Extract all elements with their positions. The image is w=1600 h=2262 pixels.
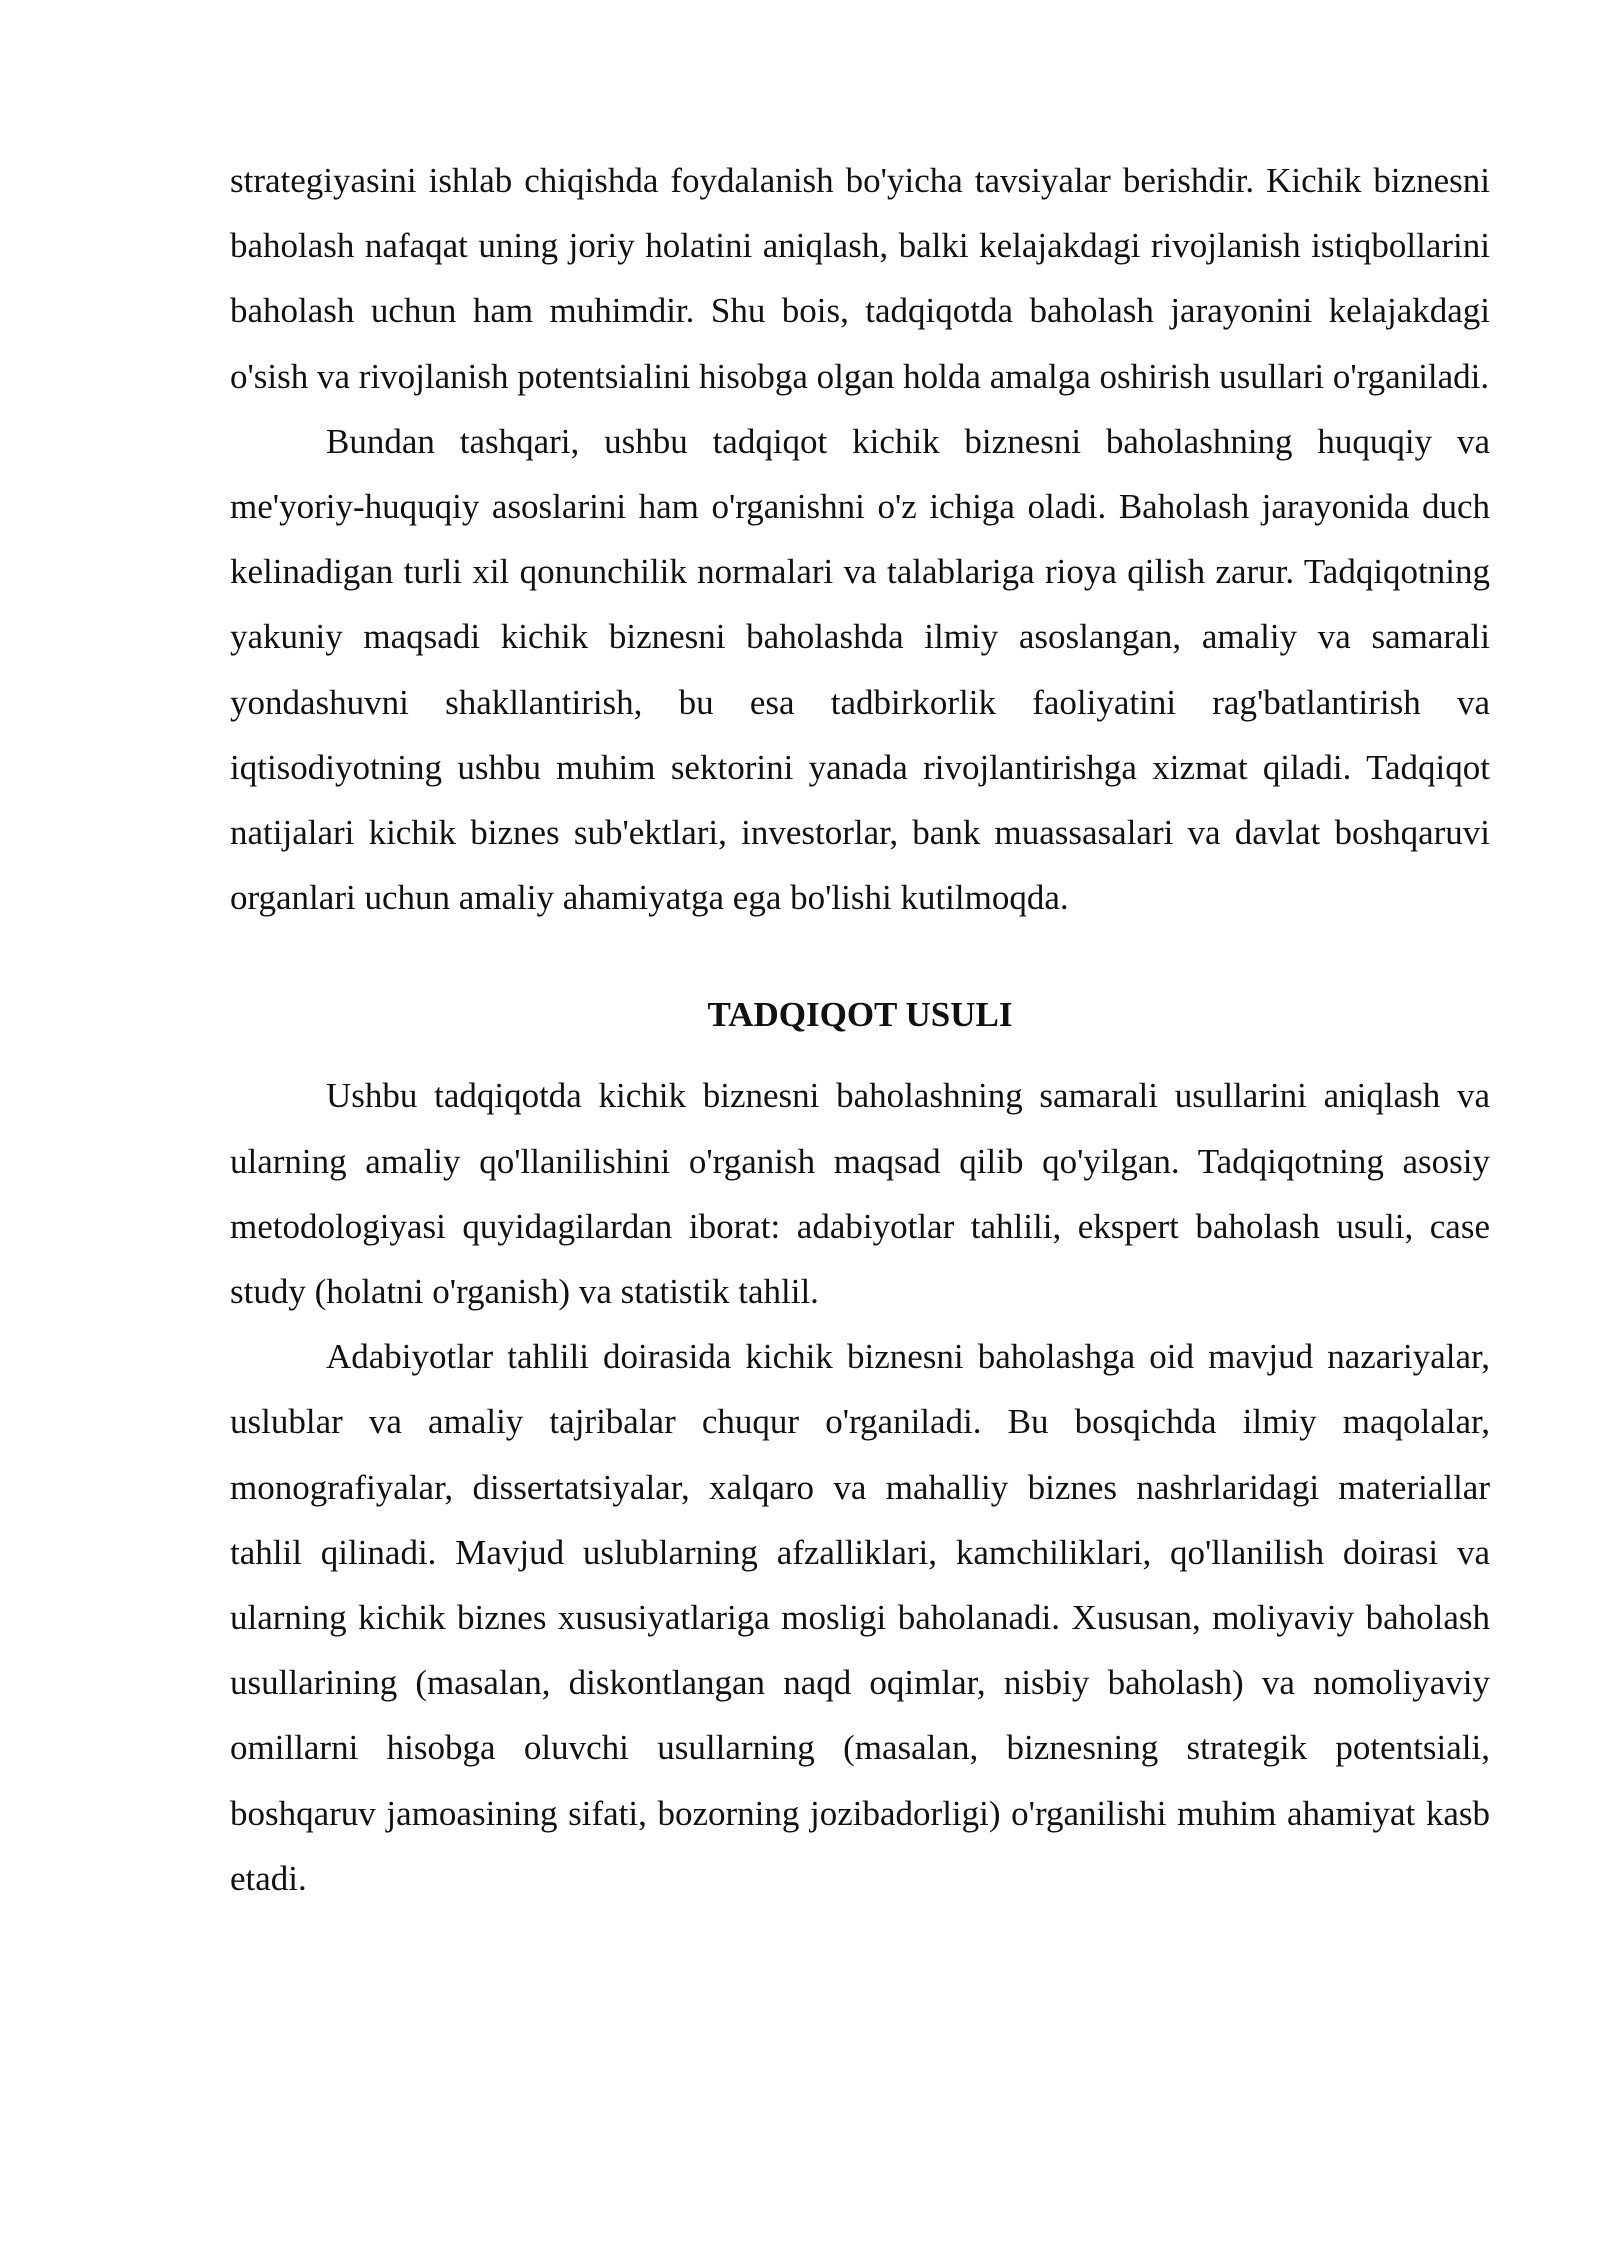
paragraph-method-overview: Ushbu tadqiqotda kichik biznesni baholashning samarali usullarini aniqlash va ularning amaliy qo'llanilishini o'rganish maqsad qilib qo'yilgan. Tadqiqotning asosiy metodologiyasi quyidagilardan iborat: adabiyotlar tahlili, ekspert baholash usuli, case study (holatni o'rganish) va statistik tahlil. <box>230 1076 1490 1312</box>
section-heading: TADQIQOT USULI <box>707 995 1013 1035</box>
paragraph-intro-continuation: strategiyasini ishlab chiqishda foydalanish bo'yicha tavsiyalar berishdir. Kichik biznesni baholash nafaqat uning joriy holatini aniqlash, balki kelajakdagi rivojlanish istiqbollarini baholash uchun ham muhimdir. Shu bois, tadqiqotda baholash jarayonini kelajakdagi o'sish va rivojlanish potentsialini hisobga olgan holda amalga oshirish usullari o'rganiladi. <box>230 161 1490 396</box>
paragraph-literature-review: Adabiyotlar tahlili doirasida kichik biznesni baholashga oid mavjud nazariyalar, uslublar va amaliy tajribalar chuqur o'rganiladi. Bu bosqichda ilmiy maqolalar, monografiyalar, dissertatsiyalar, xalqaro va mahalliy biznes nashrlaridagi materiallar tahlil qilinadi. Mavjud uslublarning afzalliklari, kamchiliklari, qo'llanilish doirasi va ularning kichik biznes xususiyatlariga mosligi baholanadi. Xususan, moliyaviy baholash usullarining (masalan, diskontlangan naqd oqimlar, nisbiy baholash) va nomoliyaviy omillarni hisobga oluvchi usullarning (masalan, biznesning strategik potentsiali, boshqaruv jamoasining sifati, bozorning jozibadorligi) o'rganilishi muhim ahamiyat kasb etadi. <box>230 1337 1490 1898</box>
paragraph-intro-scope: Bundan tashqari, ushbu tadqiqot kichik biznesni baholashning huquqiy va me'yoriy-huquqiy asoslarini ham o'rganishni o'z ichiga oladi. Baholash jarayonida duch kelinadigan turli xil qonunchilik normalari va talablariga rioya qilish zarur. Tadqiqotning yakuniy maqsadi kichik biznesni baholashda ilmiy asoslangan, amaliy va samarali yondashuvni shakllantirish, bu esa tadbirkorlik faoliyatini rag'batlantirish va iqtisodiyotning ushbu muhim sektorini yanada rivojlantirishga xizmat qiladi. Tadqiqot natijalari kichik biznes sub'ektlari, investorlar, bank muassasalari va davlat boshqaruvi organlari uchun amaliy ahamiyatga ega bo'lishi kutilmoqda. <box>230 421 1490 918</box>
document-page <box>230 148 1490 1911</box>
